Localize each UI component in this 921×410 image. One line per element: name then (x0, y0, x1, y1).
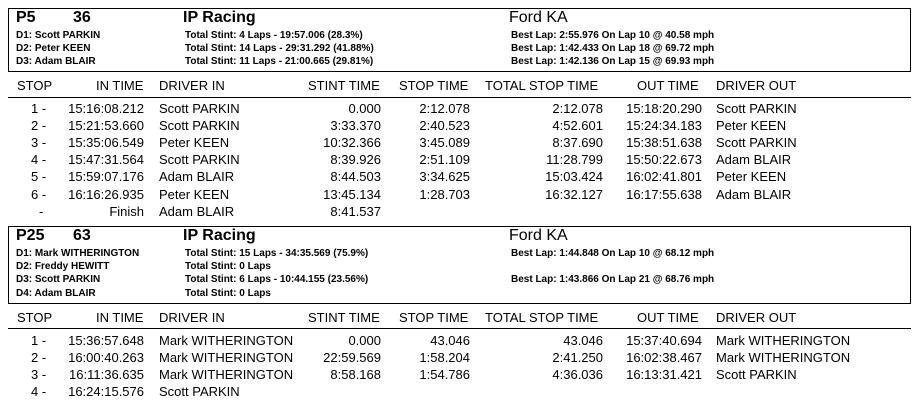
header-rule (8, 328, 911, 329)
column-header-in-time: IN TIME (96, 310, 144, 325)
stop-row-stop: 3 - (31, 367, 47, 383)
stop-row-driver-out: Scott PARKIN (716, 367, 797, 383)
header-rule (8, 97, 911, 98)
column-header-driver-out: DRIVER OUT (716, 78, 797, 93)
stop-row-in-time: 15:16:08.212 (68, 101, 144, 116)
driver-total-stint: Total Stint: 4 Laps - 19:57.006 (28.3%) (185, 30, 363, 41)
stop-row-driver-out: Scott PARKIN (716, 101, 797, 116)
stop-row-total-stop-time: 11:28.799 (546, 152, 603, 168)
stop-row-stint-time: 0.000 (348, 101, 381, 116)
car-number: 36 (73, 9, 91, 26)
stop-row-driver-in: Adam BLAIR (159, 169, 235, 185)
column-header-stop-time: STOP TIME (399, 310, 469, 325)
stop-row-in-time: 16:24:15.576 (68, 384, 144, 400)
driver-label: D2: Freddy HEWITT (16, 261, 110, 273)
column-header-stint-time: STINT TIME (308, 310, 380, 325)
column-header-in-time: IN TIME (96, 78, 144, 93)
column-header-total-stop-time: TOTAL STOP TIME (485, 78, 599, 93)
team-name: IP Racing (183, 227, 256, 244)
stop-row-total-stop-time: 8:37.690 (552, 135, 603, 151)
stop-row-in-time: 15:36:57.648 (68, 333, 144, 348)
stop-row-stop-time: 1:54.786 (419, 367, 470, 383)
stop-row-out-time: 16:02:41.801 (626, 169, 702, 185)
stop-row-total-stop-time: 2:41.250 (552, 350, 603, 366)
stop-row-stint-time: 13:45.134 (323, 186, 381, 202)
stop-row-driver-out: Mark WITHERINGTON (716, 350, 851, 366)
stop-row-in-time: 15:47:31.564 (68, 152, 144, 168)
stop-row-stint-time: 8:58.168 (330, 367, 381, 383)
driver-total-stint: Total Stint: 14 Laps - 29:31.292 (41.88%) (185, 43, 374, 55)
driver-label: D4: Adam BLAIR (16, 287, 96, 299)
stop-row-stop: 4 - (31, 384, 47, 400)
stop-row-in-time: 15:59:07.176 (68, 169, 144, 185)
stop-row-stop: 5 - (31, 169, 47, 185)
stop-row-in-time: 15:35:06.549 (68, 135, 144, 151)
stop-row-stop-time: 2:51.109 (419, 152, 470, 168)
stop-row-out-time: 15:37:40.694 (626, 333, 702, 348)
stop-row-driver-out: Mark WITHERINGTON (716, 333, 851, 348)
stop-row-out-time: 15:38:51.638 (626, 135, 702, 151)
driver-best-lap: Best Lap: 1:43.866 On Lap 21 @ 68.76 mph (511, 274, 715, 286)
car-header-box (8, 8, 911, 72)
column-header-stop: STOP (17, 78, 53, 93)
stop-row-driver-out: Scott PARKIN (716, 135, 797, 151)
driver-best-lap: Best Lap: 2:55.976 On Lap 10 @ 40.58 mph (511, 30, 715, 41)
stop-row-driver-in: Peter KEEN (159, 186, 230, 202)
car-position: P25 (16, 227, 45, 244)
stop-row-driver-in: Mark WITHERINGTON (159, 367, 294, 383)
stop-row-stop: 6 - (31, 186, 47, 202)
stop-row-in-time: 16:11:36.635 (69, 367, 144, 383)
driver-best-lap: Best Lap: 1:44.848 On Lap 10 @ 68.12 mph (511, 248, 715, 259)
car-position: P5 (16, 9, 36, 26)
stop-row-total-stop-time: 4:36.036 (552, 367, 603, 383)
driver-total-stint: Total Stint: 0 Laps (185, 261, 271, 273)
stop-row-driver-in: Scott PARKIN (159, 118, 240, 134)
driver-total-stint: Total Stint: 11 Laps - 21:00.665 (29.81%) (185, 56, 374, 68)
driver-label: D1: Mark WITHERINGTON (16, 248, 140, 259)
stop-row-out-time: 16:17:55.638 (626, 186, 702, 202)
stop-row-stint-time: 0.000 (348, 333, 381, 348)
column-header-total-stop-time: TOTAL STOP TIME (485, 310, 599, 325)
stop-row-stop: 1 - (31, 333, 47, 348)
column-header-stop: STOP (17, 310, 53, 325)
stop-row-stint-time: 22:59.569 (323, 350, 381, 366)
driver-label: D3: Scott PARKIN (16, 274, 101, 286)
column-header-stop-time: STOP TIME (399, 78, 469, 93)
stop-row-out-time: 16:13:31.421 (626, 367, 702, 383)
stop-row-stop-time: 43.046 (430, 333, 470, 348)
stop-row-in-time: 15:21:53.660 (68, 118, 144, 134)
column-header-out-time: OUT TIME (637, 78, 699, 93)
column-header-driver-out: DRIVER OUT (716, 310, 797, 325)
stop-row-driver-in: Adam BLAIR (159, 203, 235, 219)
column-header-stint-time: STINT TIME (308, 78, 380, 93)
driver-total-stint: Total Stint: 0 Laps (185, 287, 271, 299)
column-header-out-time: OUT TIME (637, 310, 699, 325)
car-model: Ford KA (509, 227, 568, 244)
stop-row-stop-time: 2:12.078 (419, 101, 470, 116)
car-model: Ford KA (509, 9, 568, 26)
stop-row-stint-time: 8:41.537 (330, 203, 381, 219)
stop-row-out-time: 15:24:34.183 (626, 118, 702, 134)
stop-row-stop-time: 2:40.523 (419, 118, 470, 134)
stop-row-total-stop-time: 4:52.601 (552, 118, 603, 134)
stop-row-total-stop-time: 2:12.078 (552, 101, 603, 116)
stop-row-driver-out: Peter KEEN (716, 118, 787, 134)
stop-row-in-time: 16:00:40.263 (68, 350, 144, 366)
stop-row-in-time: Finish (109, 203, 144, 219)
stop-row-driver-out: Adam BLAIR (716, 186, 792, 202)
stop-row-stop-time: 1:58.204 (419, 350, 470, 366)
team-name: IP Racing (183, 9, 256, 26)
stop-row-total-stop-time: 43.046 (563, 333, 603, 348)
car-header-box (8, 226, 911, 304)
stop-row-driver-in: Scott PARKIN (159, 384, 240, 400)
stop-row-total-stop-time: 16:32.127 (545, 186, 603, 202)
stop-row-stop-time: 3:45.089 (419, 135, 470, 151)
stop-row-stop: - (39, 203, 44, 219)
stop-row-stop-time: 3:34.625 (419, 169, 470, 185)
stop-row-stop: 2 - (31, 118, 47, 134)
stop-row-driver-out: Adam BLAIR (716, 152, 792, 168)
column-header-driver-in: DRIVER IN (159, 310, 225, 325)
stop-row-driver-in: Scott PARKIN (159, 101, 240, 116)
stop-row-stint-time: 3:33.370 (330, 118, 381, 134)
stop-row-driver-in: Peter KEEN (159, 135, 230, 151)
stop-row-driver-in: Mark WITHERINGTON (159, 333, 294, 348)
driver-best-lap: Best Lap: 1:42.433 On Lap 18 @ 69.72 mph (511, 43, 715, 55)
stop-row-stop: 3 - (31, 135, 47, 151)
stop-row-stint-time: 8:44.503 (330, 169, 381, 185)
stop-row-stop: 1 - (31, 101, 47, 116)
driver-total-stint: Total Stint: 6 Laps - 10:44.155 (23.56%) (185, 274, 369, 286)
stop-row-stop-time: 1:28.703 (419, 186, 470, 202)
stop-row-out-time: 15:18:20.290 (626, 101, 702, 116)
column-header-driver-in: DRIVER IN (159, 78, 225, 93)
stop-row-in-time: 16:16:26.935 (68, 186, 144, 202)
stop-row-out-time: 15:50:22.673 (626, 152, 702, 168)
stop-row-stint-time: 8:39.926 (330, 152, 381, 168)
stop-row-out-time: 16:02:38.467 (626, 350, 702, 366)
driver-label: D1: Scott PARKIN (16, 30, 101, 41)
driver-total-stint: Total Stint: 15 Laps - 34:35.569 (75.9%) (185, 248, 369, 259)
stop-row-driver-out: Peter KEEN (716, 169, 787, 185)
driver-best-lap: Best Lap: 1:42.136 On Lap 15 @ 69.93 mph (511, 56, 715, 68)
stop-row-stop: 2 - (31, 350, 47, 366)
stop-row-stop: 4 - (31, 152, 47, 168)
stop-row-stint-time: 10:32.366 (323, 135, 381, 151)
driver-label: D3: Adam BLAIR (16, 56, 96, 68)
stop-row-driver-in: Scott PARKIN (159, 152, 240, 168)
car-number: 63 (73, 227, 91, 244)
stop-row-driver-in: Mark WITHERINGTON (159, 350, 294, 366)
stop-row-total-stop-time: 15:03.424 (545, 169, 603, 185)
driver-label: D2: Peter KEEN (16, 43, 91, 55)
